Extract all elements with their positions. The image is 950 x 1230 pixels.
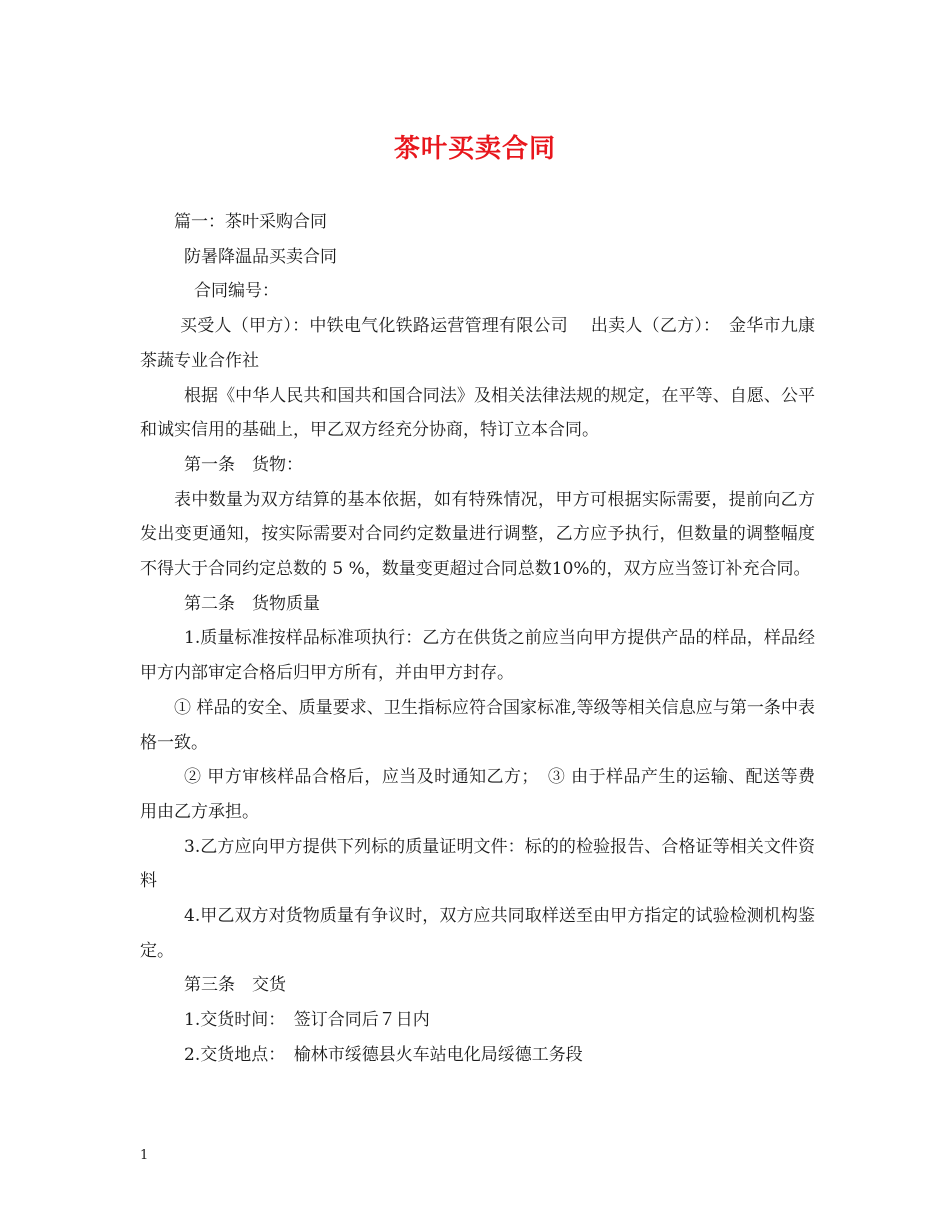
paragraph-quality-dispute: 4.甲乙双方对货物质量有争议时，双方应共同取样送至由甲方指定的试验检测机构鉴定。 bbox=[140, 906, 815, 961]
paragraph-contract-name: 防暑降温品买卖合同 bbox=[184, 246, 337, 267]
document-title: 茶叶买卖合同 bbox=[393, 134, 556, 164]
paragraph-article-1-heading: 第一条 货物： bbox=[184, 454, 303, 475]
paragraph-delivery-time: 1.交货时间： 签订合同后７日内 bbox=[184, 1010, 430, 1031]
paragraph-sample-approval: ② 甲方审核样品合格后，应当及时通知乙方； ③ 由于样品产生的运输、配送等费用由乙方承担。 bbox=[140, 767, 815, 822]
paragraph-article-1-body: 表中数量为双方结算的基本依据，如有特殊情况，甲方可根据实际需要，提前向乙方发出变更通知，按实际需要对合同约定数量进行调整，乙方应予执行，但数量的调整幅度不得大于合同约定总数的 5 %，数量变更超过合同总数10%的，双方应当签订补充合同。 bbox=[140, 489, 815, 580]
paragraph-legal-basis: 根据《中华人民共和国共和国合同法》及相关法律法规的规定，在平等、自愿、公平和诚实信用的基础上，甲乙双方经充分协商，特订立本合同。 bbox=[140, 385, 815, 441]
paragraph-delivery-location: 2.交货地点： 榆林市绥德县火车站电化局绥德工务段 bbox=[184, 1044, 583, 1065]
paragraph-sample-requirements: ① 样品的安全、质量要求、卫生指标应符合国家标准,等级等相关信息应与第一条中表格一致。 bbox=[140, 697, 815, 753]
paragraph-parties: 买受人（甲方）：中铁电气化铁路运营管理有限公司 出卖人（乙方）： 金华市九康茶蔬专业合作社 bbox=[140, 316, 815, 371]
paragraph-article-2-heading: 第二条 货物质量 bbox=[184, 593, 320, 614]
paragraph-contract-number: 合同编号： bbox=[194, 281, 279, 302]
paragraph-section-heading: 篇一：茶叶采购合同 bbox=[174, 212, 327, 232]
paragraph-quality-standard: 1.质量标准按样品标准项执行：乙方在供货之前应当向甲方提供产品的样品，样品经甲方内部审定合格后归甲方所有，并由甲方封存。 bbox=[140, 628, 815, 684]
document-body bbox=[140, 205, 815, 1073]
paragraph-article-3-heading: 第三条 交货 bbox=[184, 975, 286, 996]
page-number: 1 bbox=[140, 1148, 149, 1163]
paragraph-quality-documents: 3.乙方应向甲方提供下列标的质量证明文件：标的的检验报告、合格证等相关文件资料 bbox=[140, 836, 815, 892]
